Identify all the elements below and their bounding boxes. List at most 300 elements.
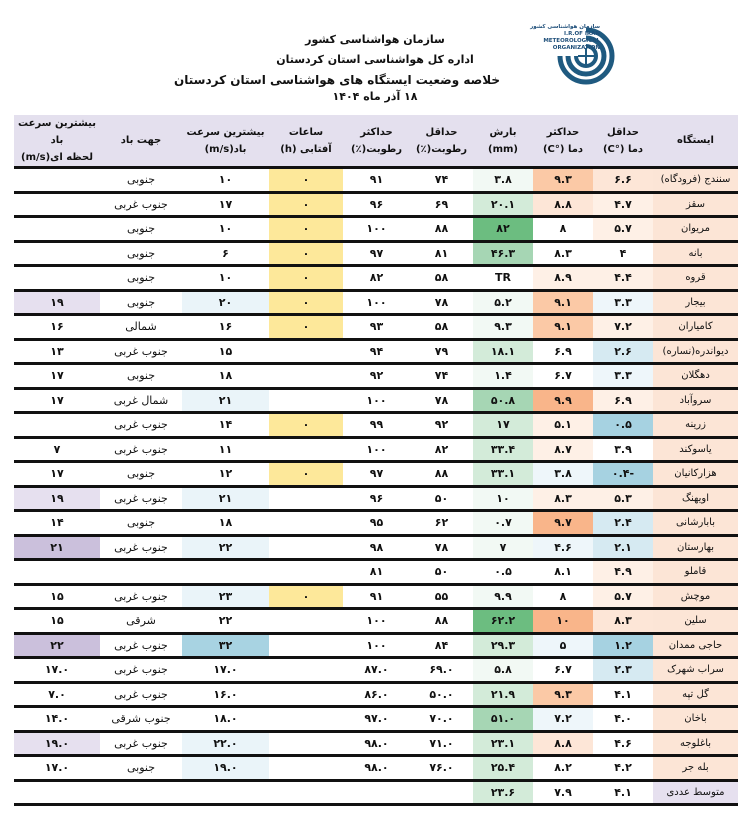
cell-gust: ۱۴ — [14, 511, 100, 536]
logo-line: I.R.OF IRAN — [563, 31, 600, 37]
station-name: باغلوجه — [653, 731, 738, 756]
cell-tmax: ۸.۹ — [533, 266, 593, 291]
cell-gust: ۱۹.۰ — [14, 731, 100, 756]
cell-sun — [269, 707, 343, 732]
cell-sun — [269, 339, 343, 364]
cell-tmax: ۶.۷ — [533, 364, 593, 389]
average-empty-cell — [182, 780, 269, 805]
column-header-line1: جهت باد — [120, 135, 162, 146]
table-row — [14, 511, 738, 536]
cell-sun — [269, 560, 343, 585]
cell-hmax: ۹۶ — [343, 486, 410, 511]
table-row — [14, 633, 738, 658]
cell-sun — [269, 756, 343, 781]
cell-tmax: ۹.۱ — [533, 315, 593, 340]
cell-tmin: ۲.۳ — [593, 658, 653, 683]
cell-tmax: ۸.۳ — [533, 486, 593, 511]
table-row — [14, 290, 738, 315]
table-row — [14, 584, 738, 609]
station-name: مریوان — [653, 217, 738, 242]
cell-hmin: ۷۴ — [410, 168, 473, 193]
cell-dir: جنوب غربی — [100, 633, 182, 658]
report-title: خلاصه وضعیت ایستگاه های هواشناسی استان کردستان — [174, 73, 500, 87]
cell-wind: ۲۳ — [182, 584, 269, 609]
station-name: بابارشانی — [653, 511, 738, 536]
cell-dir: جنوبی — [100, 511, 182, 536]
cell-dir: جنوب غربی — [100, 339, 182, 364]
table-row — [14, 241, 738, 266]
cell-tmax: ۹.۳ — [533, 682, 593, 707]
cell-gust: ۷ — [14, 437, 100, 462]
cell-sun: ۰ — [269, 413, 343, 438]
station-name: قاملو — [653, 560, 738, 585]
cell-gust: ۱۶ — [14, 315, 100, 340]
cell-sun — [269, 364, 343, 389]
cell-gust: ۱۵ — [14, 584, 100, 609]
office-title: اداره کل هواشناسی استان کردستان — [276, 53, 474, 66]
cell-hmax: ۹۷ — [343, 241, 410, 266]
cell-tmax: ۱۰ — [533, 609, 593, 634]
cell-precip: ۱۷ — [473, 413, 533, 438]
cell-hmax: ۱۰۰ — [343, 217, 410, 242]
cell-hmin: ۸۸ — [410, 462, 473, 487]
cell-sun — [269, 731, 343, 756]
cell-sun — [269, 486, 343, 511]
cell-sun — [269, 535, 343, 560]
table-row — [14, 217, 738, 242]
average-empty-cell — [410, 780, 473, 805]
cell-hmax: ۹۸ — [343, 535, 410, 560]
cell-hmax: ۱۰۰ — [343, 609, 410, 634]
cell-tmin: ۶.۹ — [593, 388, 653, 413]
cell-tmin: ۴.۷ — [593, 192, 653, 217]
column-header — [593, 115, 653, 168]
column-header — [182, 115, 269, 168]
column-header — [653, 115, 738, 168]
cell-gust — [14, 168, 100, 193]
cell-tmax: ۳.۸ — [533, 462, 593, 487]
cell-dir: جنوبی — [100, 168, 182, 193]
column-header-line1: ساعات — [288, 126, 324, 138]
station-name: سروآباد — [653, 388, 738, 413]
cell-tmax: ۸.۸ — [533, 192, 593, 217]
column-header-line2: دما (°C) — [602, 143, 644, 155]
column-header-line2: (mm) — [488, 143, 518, 155]
cell-tmax: ۹.۱ — [533, 290, 593, 315]
cell-wind: ۳۲ — [182, 633, 269, 658]
station-name: هزارکانیان — [653, 462, 738, 487]
cell-gust — [14, 241, 100, 266]
column-header-line1: ایستگاه — [677, 135, 714, 146]
column-header-line1: حداکثر — [546, 126, 580, 138]
average-tmax: ۷.۹ — [533, 780, 593, 805]
cell-sun: ۰ — [269, 192, 343, 217]
column-header-line2: رطوبت(٪) — [350, 143, 403, 155]
cell-hmin: ۵۸ — [410, 315, 473, 340]
station-name: کامیاران — [653, 315, 738, 340]
cell-tmax: ۹.۷ — [533, 511, 593, 536]
cell-precip: ۳۳.۱ — [473, 462, 533, 487]
cell-precip: ۸۲ — [473, 217, 533, 242]
cell-precip: ۵.۸ — [473, 658, 533, 683]
column-header — [410, 115, 473, 168]
cell-hmax: ۹۸.۰ — [343, 731, 410, 756]
cell-hmin: ۵۰ — [410, 486, 473, 511]
logo-line: سازمان هواشناسی کشور — [530, 24, 600, 30]
cell-dir: جنوبی — [100, 756, 182, 781]
column-header-line1: بیشترین سرعت — [186, 126, 265, 138]
station-name: سقز — [653, 192, 738, 217]
cell-gust: ۱۷.۰ — [14, 658, 100, 683]
cell-sun — [269, 388, 343, 413]
cell-wind: ۱۸ — [182, 511, 269, 536]
cell-tmax: ۸.۳ — [533, 241, 593, 266]
cell-tmax: ۹.۹ — [533, 388, 593, 413]
cell-dir: جنوب غربی — [100, 437, 182, 462]
cell-hmax: ۹۷ — [343, 462, 410, 487]
cell-tmin: ۳.۳ — [593, 290, 653, 315]
cell-dir: جنوبی — [100, 290, 182, 315]
cell-precip: ۲۹.۳ — [473, 633, 533, 658]
cell-gust — [14, 266, 100, 291]
cell-hmax: ۱۰۰ — [343, 437, 410, 462]
cell-hmin: ۷۰.۰ — [410, 707, 473, 732]
cell-hmax: ۸۱ — [343, 560, 410, 585]
table-row — [14, 315, 738, 340]
organization-title: سازمان هواشناسی کشور — [305, 33, 445, 46]
cell-wind: ۲۱ — [182, 388, 269, 413]
table-row — [14, 535, 738, 560]
cell-dir: جنوبی — [100, 364, 182, 389]
cell-precip: ۳.۸ — [473, 168, 533, 193]
logo-line: METEOROLOGICAL — [543, 38, 600, 44]
cell-tmax: ۸.۲ — [533, 756, 593, 781]
cell-wind: ۱۹.۰ — [182, 756, 269, 781]
cell-wind: ۱۶.۰ — [182, 682, 269, 707]
cell-sun: ۰ — [269, 315, 343, 340]
station-name: گل تپه — [653, 682, 738, 707]
cell-tmax: ۸ — [533, 584, 593, 609]
table-row — [14, 192, 738, 217]
stations-table — [14, 115, 738, 806]
station-name: موچش — [653, 584, 738, 609]
cell-precip: ۵۱.۰ — [473, 707, 533, 732]
cell-hmin: ۷۴ — [410, 364, 473, 389]
cell-hmax: ۹۵ — [343, 511, 410, 536]
table-row — [14, 413, 738, 438]
cell-tmin: -۰.۴ — [593, 462, 653, 487]
cell-tmin: ۲.۱ — [593, 535, 653, 560]
cell-gust: ۱۵ — [14, 609, 100, 634]
cell-precip: ۱۰ — [473, 486, 533, 511]
station-name: حاجی ممدان — [653, 633, 738, 658]
cell-dir: جنوب شرقی — [100, 707, 182, 732]
cell-sun — [269, 658, 343, 683]
table-row — [14, 437, 738, 462]
table-row — [14, 756, 738, 781]
cell-tmax: ۵.۱ — [533, 413, 593, 438]
cell-dir: جنوبی — [100, 217, 182, 242]
cell-hmax: ۸۶.۰ — [343, 682, 410, 707]
cell-tmax: ۹.۳ — [533, 168, 593, 193]
cell-hmax: ۹۹ — [343, 413, 410, 438]
cell-hmax: ۱۰۰ — [343, 290, 410, 315]
station-name: زرینه — [653, 413, 738, 438]
cell-sun — [269, 633, 343, 658]
cell-precip: ۵.۲ — [473, 290, 533, 315]
cell-wind: ۱۸ — [182, 364, 269, 389]
cell-dir: شمالی — [100, 315, 182, 340]
table-row — [14, 266, 738, 291]
cell-wind: ۱۰ — [182, 266, 269, 291]
table-row — [14, 462, 738, 487]
cell-dir: جنوب غربی — [100, 682, 182, 707]
meteorological-organization-logo — [520, 18, 620, 98]
cell-wind: ۱۷ — [182, 192, 269, 217]
cell-hmin: ۷۶.۰ — [410, 756, 473, 781]
cell-hmax: ۸۷.۰ — [343, 658, 410, 683]
cell-precip: ۷ — [473, 535, 533, 560]
cell-tmax: ۴.۶ — [533, 535, 593, 560]
cell-hmax: ۹۸.۰ — [343, 756, 410, 781]
cell-tmax: ۸.۸ — [533, 731, 593, 756]
table-row — [14, 682, 738, 707]
cell-tmin: ۴.۶ — [593, 731, 653, 756]
column-header-line2: لحظه ای(m/s) — [20, 152, 94, 163]
cell-gust: ۱۹ — [14, 290, 100, 315]
cell-wind: ۱۵ — [182, 339, 269, 364]
cell-hmax: ۱۰۰ — [343, 633, 410, 658]
cell-precip: ۲۳.۱ — [473, 731, 533, 756]
cell-precip: ۶۲.۲ — [473, 609, 533, 634]
cell-hmin: ۶۹ — [410, 192, 473, 217]
cell-dir: جنوب غربی — [100, 192, 182, 217]
cell-precip: ۱.۴ — [473, 364, 533, 389]
cell-precip: ۹.۹ — [473, 584, 533, 609]
cell-precip: ۹.۳ — [473, 315, 533, 340]
cell-dir: جنوب غربی — [100, 486, 182, 511]
average-empty-cell — [100, 780, 182, 805]
cell-tmin: ۴.۲ — [593, 756, 653, 781]
cell-hmax: ۹۲ — [343, 364, 410, 389]
cell-hmin: ۵۰.۰ — [410, 682, 473, 707]
cell-precip: ۲۱.۹ — [473, 682, 533, 707]
cell-gust: ۱۹ — [14, 486, 100, 511]
cell-hmin: ۷۸ — [410, 535, 473, 560]
column-header-line2: باد(m/s) — [204, 143, 247, 155]
average-empty-cell — [343, 780, 410, 805]
report-header — [0, 0, 715, 115]
cell-precip: ۱۸.۱ — [473, 339, 533, 364]
cell-dir: شمال غربی — [100, 388, 182, 413]
cell-wind: ۲۱ — [182, 486, 269, 511]
logo-line: ORGANIZATION — [552, 45, 600, 51]
cell-hmin: ۷۹ — [410, 339, 473, 364]
cell-hmin: ۹۲ — [410, 413, 473, 438]
cell-precip: ۲۰.۱ — [473, 192, 533, 217]
table-row — [14, 364, 738, 389]
cell-tmin: ۲.۴ — [593, 511, 653, 536]
cell-gust: ۱۷ — [14, 462, 100, 487]
cell-sun: ۰ — [269, 217, 343, 242]
cell-precip: TR — [473, 266, 533, 291]
cell-tmin: ۰.۵ — [593, 413, 653, 438]
cell-precip: ۰.۷ — [473, 511, 533, 536]
cell-dir: جنوب غربی — [100, 731, 182, 756]
cell-hmax: ۹۶ — [343, 192, 410, 217]
station-name: بله جر — [653, 756, 738, 781]
cell-hmax: ۸۲ — [343, 266, 410, 291]
column-header-line2: رطوبت(٪) — [415, 143, 468, 155]
column-header — [100, 115, 182, 168]
average-empty-cell — [14, 780, 100, 805]
cell-precip: ۳۳.۴ — [473, 437, 533, 462]
cell-precip: ۴۶.۳ — [473, 241, 533, 266]
cell-tmax: ۸ — [533, 217, 593, 242]
cell-tmin: ۷.۲ — [593, 315, 653, 340]
cell-tmin: ۵.۳ — [593, 486, 653, 511]
cell-tmin: ۶.۶ — [593, 168, 653, 193]
cell-dir: جنوبی — [100, 266, 182, 291]
cell-wind: ۱۰ — [182, 168, 269, 193]
cell-dir: جنوبی — [100, 241, 182, 266]
column-header — [343, 115, 410, 168]
cell-wind: ۱۷.۰ — [182, 658, 269, 683]
cell-tmin: ۱.۲ — [593, 633, 653, 658]
station-name: یاسوکند — [653, 437, 738, 462]
cell-gust — [14, 560, 100, 585]
station-name: اویهنگ — [653, 486, 738, 511]
cell-tmin: ۴.۰ — [593, 707, 653, 732]
cell-gust: ۲۲ — [14, 633, 100, 658]
cell-hmin: ۶۲ — [410, 511, 473, 536]
cell-hmax: ۹۳ — [343, 315, 410, 340]
cell-wind: ۲۰ — [182, 290, 269, 315]
cell-hmin: ۸۸ — [410, 609, 473, 634]
cell-dir: جنوب غربی — [100, 413, 182, 438]
column-header-line1: حداقل — [425, 126, 458, 138]
cell-sun: ۰ — [269, 462, 343, 487]
column-header-line2: آفتابی (h) — [280, 143, 332, 155]
cell-sun — [269, 609, 343, 634]
cell-tmax: ۸.۱ — [533, 560, 593, 585]
column-header — [269, 115, 343, 168]
column-header-line1: حداقل — [607, 126, 639, 138]
cell-precip: ۰.۵ — [473, 560, 533, 585]
table-header-row — [14, 115, 738, 168]
table-row — [14, 560, 738, 585]
cell-hmin: ۵۸ — [410, 266, 473, 291]
cell-hmin: ۵۰ — [410, 560, 473, 585]
cell-gust: ۱۳ — [14, 339, 100, 364]
cell-hmin: ۶۹.۰ — [410, 658, 473, 683]
cell-wind: ۱۲ — [182, 462, 269, 487]
cell-tmin: ۸.۳ — [593, 609, 653, 634]
column-header-line2: دما (°C) — [542, 143, 584, 155]
cell-hmax: ۹۴ — [343, 339, 410, 364]
cell-sun: ۰ — [269, 584, 343, 609]
table-row — [14, 707, 738, 732]
cell-wind: ۱۱ — [182, 437, 269, 462]
cell-wind: ۱۰ — [182, 217, 269, 242]
cell-dir: جنوب غربی — [100, 658, 182, 683]
station-name: سنندج (فرودگاه) — [653, 168, 738, 193]
cell-tmax: ۶.۹ — [533, 339, 593, 364]
cell-hmin: ۸۸ — [410, 217, 473, 242]
station-name: سلین — [653, 609, 738, 634]
cell-sun: ۰ — [269, 266, 343, 291]
cell-wind: ۶ — [182, 241, 269, 266]
cell-wind: ۲۲.۰ — [182, 731, 269, 756]
station-name: بهارستان — [653, 535, 738, 560]
cell-sun: ۰ — [269, 168, 343, 193]
cell-hmin: ۸۴ — [410, 633, 473, 658]
cell-tmax: ۸.۷ — [533, 437, 593, 462]
average-label: متوسط عددی — [653, 780, 738, 805]
cell-tmin: ۳.۳ — [593, 364, 653, 389]
column-header-line1: حداکثر — [360, 126, 393, 138]
cell-tmin: ۴.۴ — [593, 266, 653, 291]
cell-tmin: ۴.۱ — [593, 682, 653, 707]
cell-gust — [14, 192, 100, 217]
table-row — [14, 486, 738, 511]
station-name: باخان — [653, 707, 738, 732]
cell-gust: ۱۴.۰ — [14, 707, 100, 732]
cell-hmin: ۸۲ — [410, 437, 473, 462]
cell-sun: ۰ — [269, 290, 343, 315]
column-header-line1: بارش — [489, 126, 517, 138]
cell-hmax: ۹۷.۰ — [343, 707, 410, 732]
cell-precip: ۵۰.۸ — [473, 388, 533, 413]
table-row — [14, 731, 738, 756]
cell-wind: ۲۲ — [182, 609, 269, 634]
station-name: بیجار — [653, 290, 738, 315]
cell-dir: شرقی — [100, 609, 182, 634]
column-header — [473, 115, 533, 168]
cell-tmax: ۶.۷ — [533, 658, 593, 683]
cell-wind: ۱۸.۰ — [182, 707, 269, 732]
average-tmin: ۴.۱ — [593, 780, 653, 805]
cell-gust — [14, 413, 100, 438]
cell-tmin: ۵.۷ — [593, 584, 653, 609]
cell-hmin: ۵۵ — [410, 584, 473, 609]
cell-hmax: ۹۱ — [343, 168, 410, 193]
cell-tmin: ۲.۶ — [593, 339, 653, 364]
cell-wind: ۱۴ — [182, 413, 269, 438]
cell-gust: ۷.۰ — [14, 682, 100, 707]
station-name: سراب شهرک — [653, 658, 738, 683]
cell-tmin: ۵.۷ — [593, 217, 653, 242]
cell-hmax: ۱۰۰ — [343, 388, 410, 413]
cell-hmin: ۷۸ — [410, 290, 473, 315]
cell-dir: جنوب غربی — [100, 535, 182, 560]
table-row — [14, 658, 738, 683]
table-row — [14, 388, 738, 413]
column-header — [533, 115, 593, 168]
average-precip: ۲۳.۶ — [473, 780, 533, 805]
cell-tmin: ۴.۹ — [593, 560, 653, 585]
cell-dir: جنوبی — [100, 462, 182, 487]
table-row — [14, 339, 738, 364]
cell-precip: ۲۵.۴ — [473, 756, 533, 781]
cell-sun — [269, 511, 343, 536]
cell-gust: ۱۷ — [14, 388, 100, 413]
cell-hmin: ۷۱.۰ — [410, 731, 473, 756]
cell-sun — [269, 437, 343, 462]
cell-hmax: ۹۱ — [343, 584, 410, 609]
cell-hmin: ۷۸ — [410, 388, 473, 413]
column-header-line1: بیشترین سرعت باد — [17, 118, 97, 146]
